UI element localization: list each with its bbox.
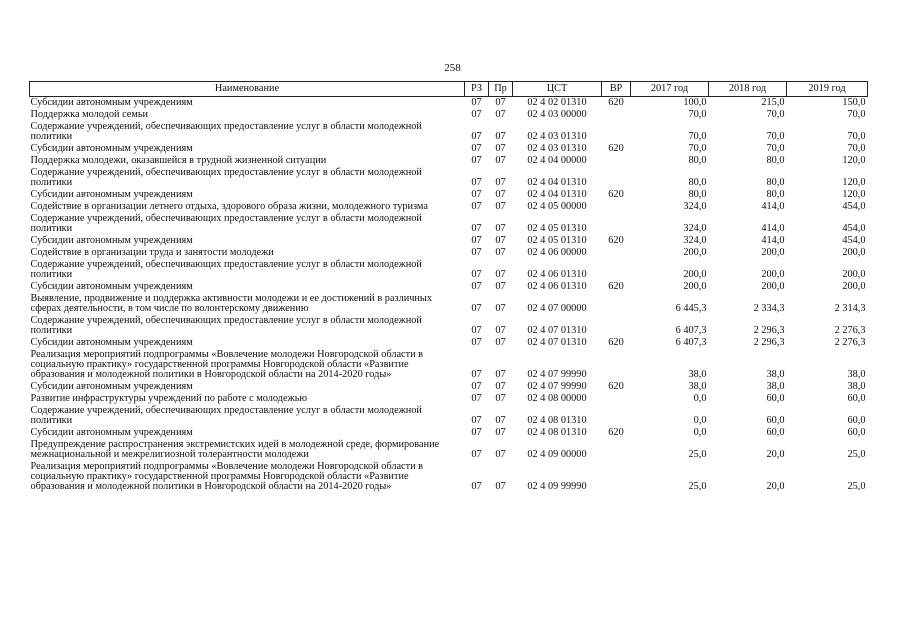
row-value-2018: 70,0 bbox=[766, 143, 785, 154]
row-vr bbox=[602, 349, 631, 381]
row-value-2018: 60,0 bbox=[766, 393, 785, 404]
table-body bbox=[30, 97, 868, 494]
row-value-2018: 80,0 bbox=[766, 177, 785, 188]
row-value-2017: 324,0 bbox=[683, 235, 707, 246]
row-value-2019: 60,0 bbox=[847, 427, 866, 438]
row-value-2019: 2 314,3 bbox=[834, 303, 866, 314]
table-row bbox=[30, 201, 868, 213]
row-cst: 02 4 04 01310 bbox=[527, 189, 587, 200]
table-row bbox=[30, 393, 868, 405]
row-value-2017: 324,0 bbox=[683, 201, 707, 212]
row-value-2018: 215,0 bbox=[761, 97, 785, 108]
table-row bbox=[30, 427, 868, 439]
row-value-2019: 25,0 bbox=[847, 481, 866, 492]
row-vr bbox=[602, 109, 631, 121]
row-name: Содержание учреждений, обеспечивающих предоставление услуг в области молодежной политики bbox=[30, 213, 422, 234]
row-value-2019: 2 276,3 bbox=[834, 337, 866, 348]
row-name: Выявление, продвижение и поддержка активности молодежи и ее достижений в различных сферах деятельности, в том числе по волонтерскому движению bbox=[30, 293, 432, 314]
table-row bbox=[30, 235, 868, 247]
row-rz: 07 bbox=[471, 109, 482, 120]
row-value-2017: 6 407,3 bbox=[675, 325, 707, 336]
table-row bbox=[30, 167, 868, 189]
row-rz: 07 bbox=[471, 325, 482, 336]
row-value-2017: 70,0 bbox=[688, 131, 707, 142]
row-value-2019: 454,0 bbox=[842, 235, 866, 246]
row-cst: 02 4 07 99990 bbox=[527, 381, 587, 392]
row-rz: 07 bbox=[471, 155, 482, 166]
col-header-cst: ЦСТ bbox=[513, 82, 602, 97]
row-name: Субсидии автономным учреждениям bbox=[30, 143, 193, 154]
row-value-2017: 100,0 bbox=[683, 97, 707, 108]
row-pr: 07 bbox=[495, 143, 506, 154]
row-vr: 620 bbox=[608, 427, 624, 438]
row-name: Поддержка молодежи, оказавшейся в трудной жизненной ситуации bbox=[30, 155, 327, 166]
row-vr: 620 bbox=[608, 381, 624, 392]
row-name: Реализация мероприятий подпрограммы «Вовлечение молодежи Новгородской области в социальную практику» государственной программы Новгородской области «Развитие образования и молодежной политики в Новгородской области на 2014-2020 годы» bbox=[30, 349, 424, 380]
row-value-2018: 414,0 bbox=[761, 235, 785, 246]
row-value-2019: 2 276,3 bbox=[834, 325, 866, 336]
row-name: Субсидии автономным учреждениям bbox=[30, 189, 193, 200]
row-value-2019: 120,0 bbox=[842, 155, 866, 166]
row-cst: 02 4 08 00000 bbox=[527, 393, 587, 404]
row-value-2018: 20,0 bbox=[766, 449, 785, 460]
col-header-pr: Пр bbox=[489, 82, 513, 97]
row-rz: 07 bbox=[471, 303, 482, 314]
row-value-2019: 60,0 bbox=[847, 393, 866, 404]
row-value-2018: 200,0 bbox=[761, 281, 785, 292]
row-value-2018: 38,0 bbox=[766, 381, 785, 392]
row-cst: 02 4 03 00000 bbox=[527, 109, 587, 120]
row-value-2017: 80,0 bbox=[688, 155, 707, 166]
row-name: Содержание учреждений, обеспечивающих предоставление услуг в области молодежной политики bbox=[30, 167, 422, 188]
row-rz: 07 bbox=[471, 201, 482, 212]
row-value-2017: 25,0 bbox=[688, 449, 707, 460]
row-rz: 07 bbox=[471, 247, 482, 258]
row-pr: 07 bbox=[495, 449, 506, 460]
row-value-2017: 0,0 bbox=[693, 427, 707, 438]
row-rz: 07 bbox=[471, 235, 482, 246]
row-cst: 02 4 04 01310 bbox=[527, 177, 587, 188]
row-value-2017: 200,0 bbox=[683, 269, 707, 280]
table-row bbox=[30, 293, 868, 315]
row-name: Реализация мероприятий подпрограммы «Вовлечение молодежи Новгородской области в социальную практику» государственной программы Новгородской области «Развитие образования и молодежной политики в Новгородской области на 2014-2020 годы» bbox=[30, 461, 424, 492]
table-row bbox=[30, 189, 868, 201]
row-value-2019: 25,0 bbox=[847, 449, 866, 460]
row-value-2019: 70,0 bbox=[847, 131, 866, 142]
table-row bbox=[30, 281, 868, 293]
budget-table bbox=[29, 81, 868, 493]
row-value-2019: 120,0 bbox=[842, 177, 866, 188]
row-vr bbox=[602, 155, 631, 167]
row-value-2017: 80,0 bbox=[688, 177, 707, 188]
row-cst: 02 4 03 01310 bbox=[527, 131, 587, 142]
row-pr: 07 bbox=[495, 247, 506, 258]
col-header-vr: ВР bbox=[602, 82, 631, 97]
row-vr: 620 bbox=[608, 189, 624, 200]
row-cst: 02 4 03 01310 bbox=[527, 143, 587, 154]
row-vr bbox=[602, 293, 631, 315]
row-rz: 07 bbox=[471, 269, 482, 280]
row-value-2017: 0,0 bbox=[693, 415, 707, 426]
row-value-2017: 38,0 bbox=[688, 369, 707, 380]
row-pr: 07 bbox=[495, 381, 506, 392]
row-pr: 07 bbox=[495, 415, 506, 426]
row-value-2018: 2 296,3 bbox=[753, 337, 785, 348]
table-row bbox=[30, 155, 868, 167]
row-value-2019: 70,0 bbox=[847, 143, 866, 154]
row-cst: 02 4 06 01310 bbox=[527, 281, 587, 292]
row-vr bbox=[602, 393, 631, 405]
table-row bbox=[30, 349, 868, 381]
row-cst: 02 4 05 00000 bbox=[527, 201, 587, 212]
table-row bbox=[30, 259, 868, 281]
row-value-2017: 6 445,3 bbox=[675, 303, 707, 314]
row-cst: 02 4 02 01310 bbox=[527, 97, 587, 108]
table-row bbox=[30, 213, 868, 235]
row-value-2018: 414,0 bbox=[761, 223, 785, 234]
row-value-2019: 200,0 bbox=[842, 281, 866, 292]
row-name: Поддержка молодой семьи bbox=[30, 109, 149, 120]
table-row bbox=[30, 121, 868, 143]
header-row bbox=[30, 82, 868, 97]
row-name: Содержание учреждений, обеспечивающих предоставление услуг в области молодежной политики bbox=[30, 259, 422, 280]
row-cst: 02 4 08 01310 bbox=[527, 415, 587, 426]
row-name: Содержание учреждений, обеспечивающих предоставление услуг в области молодежной политики bbox=[30, 315, 422, 336]
row-rz: 07 bbox=[471, 369, 482, 380]
row-name: Содействие в организации летнего отдыха, здорового образа жизни, молодежного туризма bbox=[30, 201, 428, 212]
row-pr: 07 bbox=[495, 337, 506, 348]
row-name: Субсидии автономным учреждениям bbox=[30, 381, 193, 392]
row-vr bbox=[602, 461, 631, 493]
row-value-2017: 25,0 bbox=[688, 481, 707, 492]
row-value-2019: 150,0 bbox=[842, 97, 866, 108]
row-value-2018: 80,0 bbox=[766, 155, 785, 166]
row-vr: 620 bbox=[608, 235, 624, 246]
row-cst: 02 4 04 00000 bbox=[527, 155, 587, 166]
row-name: Содержание учреждений, обеспечивающих предоставление услуг в области молодежной политики bbox=[30, 121, 422, 142]
row-value-2018: 2 296,3 bbox=[753, 325, 785, 336]
row-vr bbox=[602, 405, 631, 427]
row-cst: 02 4 07 00000 bbox=[527, 303, 587, 314]
col-header-2018: 2018 год bbox=[709, 82, 787, 97]
row-pr: 07 bbox=[495, 223, 506, 234]
col-header-rz: РЗ bbox=[465, 82, 489, 97]
col-header-name: Наименование bbox=[30, 82, 465, 97]
row-vr bbox=[602, 315, 631, 337]
row-rz: 07 bbox=[471, 337, 482, 348]
row-value-2017: 324,0 bbox=[683, 223, 707, 234]
row-value-2018: 70,0 bbox=[766, 131, 785, 142]
table-row bbox=[30, 405, 868, 427]
row-value-2019: 70,0 bbox=[847, 109, 866, 120]
row-value-2017: 70,0 bbox=[688, 109, 707, 120]
row-rz: 07 bbox=[471, 415, 482, 426]
table-row bbox=[30, 97, 868, 110]
table-row bbox=[30, 109, 868, 121]
row-pr: 07 bbox=[495, 481, 506, 492]
row-vr bbox=[602, 213, 631, 235]
table-row bbox=[30, 337, 868, 349]
row-cst: 02 4 06 01310 bbox=[527, 269, 587, 280]
row-value-2019: 60,0 bbox=[847, 415, 866, 426]
row-rz: 07 bbox=[471, 393, 482, 404]
row-cst: 02 4 09 00000 bbox=[527, 449, 587, 460]
row-value-2017: 200,0 bbox=[683, 281, 707, 292]
row-pr: 07 bbox=[495, 369, 506, 380]
row-pr: 07 bbox=[495, 427, 506, 438]
row-value-2018: 200,0 bbox=[761, 247, 785, 258]
row-value-2019: 120,0 bbox=[842, 189, 866, 200]
row-cst: 02 4 08 01310 bbox=[527, 427, 587, 438]
table-row bbox=[30, 143, 868, 155]
row-value-2018: 60,0 bbox=[766, 415, 785, 426]
row-cst: 02 4 05 01310 bbox=[527, 235, 587, 246]
table-row bbox=[30, 381, 868, 393]
row-rz: 07 bbox=[471, 223, 482, 234]
table-row bbox=[30, 439, 868, 461]
table-row bbox=[30, 247, 868, 259]
row-pr: 07 bbox=[495, 131, 506, 142]
table-row bbox=[30, 461, 868, 493]
row-pr: 07 bbox=[495, 155, 506, 166]
row-name: Предупреждение распространения экстремистских идей в молодежной среде, формирование межнациональной и межрелигиозной толерантности молодежи bbox=[30, 439, 440, 460]
row-pr: 07 bbox=[495, 235, 506, 246]
row-value-2019: 454,0 bbox=[842, 223, 866, 234]
row-vr bbox=[602, 439, 631, 461]
row-rz: 07 bbox=[471, 481, 482, 492]
row-pr: 07 bbox=[495, 189, 506, 200]
row-value-2017: 6 407,3 bbox=[675, 337, 707, 348]
table-row bbox=[30, 315, 868, 337]
row-name: Субсидии автономным учреждениям bbox=[30, 427, 193, 438]
row-rz: 07 bbox=[471, 449, 482, 460]
row-rz: 07 bbox=[471, 189, 482, 200]
row-cst: 02 4 07 01310 bbox=[527, 337, 587, 348]
row-value-2019: 200,0 bbox=[842, 269, 866, 280]
row-value-2019: 200,0 bbox=[842, 247, 866, 258]
row-name: Содержание учреждений, обеспечивающих предоставление услуг в области молодежной политики bbox=[30, 405, 422, 426]
row-vr: 620 bbox=[608, 97, 624, 108]
row-pr: 07 bbox=[495, 201, 506, 212]
row-value-2017: 70,0 bbox=[688, 143, 707, 154]
row-pr: 07 bbox=[495, 303, 506, 314]
row-vr bbox=[602, 247, 631, 259]
row-value-2018: 20,0 bbox=[766, 481, 785, 492]
row-value-2017: 38,0 bbox=[688, 381, 707, 392]
row-cst: 02 4 09 99990 bbox=[527, 481, 587, 492]
row-value-2017: 0,0 bbox=[693, 393, 707, 404]
row-name: Субсидии автономным учреждениям bbox=[30, 235, 193, 246]
row-rz: 07 bbox=[471, 427, 482, 438]
row-pr: 07 bbox=[495, 97, 506, 108]
row-name: Субсидии автономным учреждениям bbox=[30, 281, 193, 292]
row-pr: 07 bbox=[495, 325, 506, 336]
row-rz: 07 bbox=[471, 131, 482, 142]
row-value-2018: 80,0 bbox=[766, 189, 785, 200]
row-rz: 07 bbox=[471, 281, 482, 292]
row-value-2019: 454,0 bbox=[842, 201, 866, 212]
row-value-2019: 38,0 bbox=[847, 369, 866, 380]
row-pr: 07 bbox=[495, 177, 506, 188]
row-value-2018: 414,0 bbox=[761, 201, 785, 212]
row-rz: 07 bbox=[471, 177, 482, 188]
row-vr bbox=[602, 121, 631, 143]
row-vr bbox=[602, 167, 631, 189]
page-number: 258 bbox=[444, 62, 461, 74]
row-pr: 07 bbox=[495, 281, 506, 292]
row-value-2018: 38,0 bbox=[766, 369, 785, 380]
row-value-2017: 80,0 bbox=[688, 189, 707, 200]
col-header-2017: 2017 год bbox=[631, 82, 709, 97]
row-name: Субсидии автономным учреждениям bbox=[30, 97, 193, 108]
col-header-2019: 2019 год bbox=[787, 82, 868, 97]
row-value-2019: 38,0 bbox=[847, 381, 866, 392]
row-vr bbox=[602, 201, 631, 213]
row-value-2018: 70,0 bbox=[766, 109, 785, 120]
row-name: Субсидии автономным учреждениям bbox=[30, 337, 193, 348]
row-value-2018: 60,0 bbox=[766, 427, 785, 438]
row-rz: 07 bbox=[471, 97, 482, 108]
row-vr: 620 bbox=[608, 281, 624, 292]
row-rz: 07 bbox=[471, 143, 482, 154]
row-vr bbox=[602, 259, 631, 281]
row-cst: 02 4 07 99990 bbox=[527, 369, 587, 380]
row-cst: 02 4 06 00000 bbox=[527, 247, 587, 258]
row-vr: 620 bbox=[608, 143, 624, 154]
row-value-2018: 2 334,3 bbox=[753, 303, 785, 314]
row-pr: 07 bbox=[495, 109, 506, 120]
row-rz: 07 bbox=[471, 381, 482, 392]
row-value-2017: 200,0 bbox=[683, 247, 707, 258]
row-pr: 07 bbox=[495, 269, 506, 280]
row-value-2018: 200,0 bbox=[761, 269, 785, 280]
row-cst: 02 4 05 01310 bbox=[527, 223, 587, 234]
row-name: Содействие в организации труда и занятости молодежи bbox=[30, 247, 274, 258]
row-cst: 02 4 07 01310 bbox=[527, 325, 587, 336]
row-name: Развитие инфраструктуры учреждений по работе с молодежью bbox=[30, 393, 308, 404]
row-pr: 07 bbox=[495, 393, 506, 404]
row-vr: 620 bbox=[608, 337, 624, 348]
